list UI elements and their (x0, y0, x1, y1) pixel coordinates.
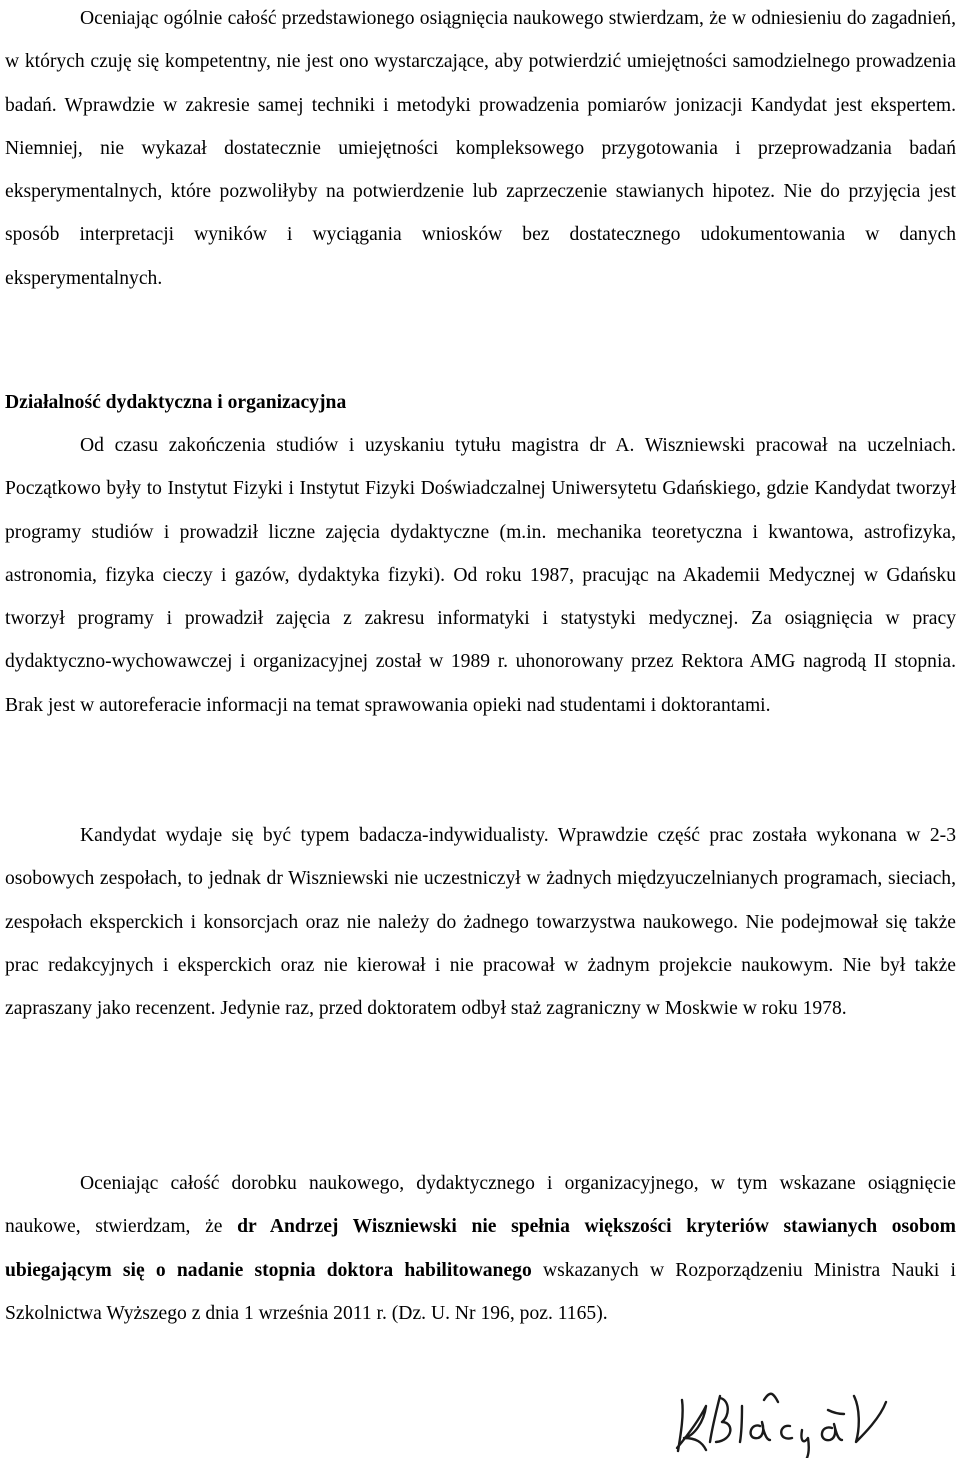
conclusion-text-start: Oceniając całość dorobku naukowego, dydaktycznego i organizacyjnego, w tym wskazane osiągnięcie naukowe, stwierdzam, że (5, 1173, 956, 1238)
paragraph-final-conclusion (5, 1162, 956, 1335)
conclusion-verdict: dr Andrzej Wiszniewski nie spełnia większości kryteriów stawianych osobom ubiegającym się o nadanie stopnia doktora habilitowanego (5, 1216, 956, 1281)
paragraph-teaching-activity: Od czasu zakończenia studiów i uzyskaniu tytułu magistra dr A. Wiszniewski pracował na uczelniach. Początkowo były to Instytut Fizyki i Instytut Fizyki Doświadczalnej Uniwersytetu Gdańskiego, gdzie Kandydat tworzył programy studiów i prowadził liczne zajęcia dydaktyczne (m.in. mechanika teoretyczna i kwantowa, astrofizyka, astronomia, fizyka cieczy i gazów, dydaktyka fizyki). Od roku 1987, pracując na Akademii Medycznej w Gdańsku tworzył programy i prowadził zajęcia z zakresu informatyki i statystyki medycznej. Za osiągnięcia w pracy dydaktyczno-wychowawczej i organizacyjnej został w 1989 r. uhonorowany przez Rektora AMG nagrodą II stopnia. Brak jest w autoreferacie informacji na temat sprawowania opieki nad studentami i doktorantami. (5, 435, 956, 716)
handwritten-signature-icon (668, 1378, 898, 1458)
paragraph-researcher-profile: Kandydat wydaje się być typem badacza-indywidualisty. Wprawdzie część prac została wykonana w 2-3 osobowych zespołach, to jednak dr Wiszniewski nie uczestniczył w żadnych międzyuczelnianych programach, sieciach, zespołach eksperckich i konsorcjach oraz nie należy do żadnego towarzystwa naukowego. Nie podejmował się także prac redakcyjnych i eksperckich oraz nie kierował i nie pracował w żadnym projekcie naukowym. Nie był także zapraszany jako recenzent. Jedynie raz, przed doktoratem odbył staż zagraniczny w Moskwie w roku 1978. (5, 825, 956, 1020)
conclusion-text-end: wskazanych w Rozporządzeniu Ministra Nauki i Szkolnictwa Wyższego z dnia 1 września 2011 r. (Dz. U. Nr 196, poz. 1165). (5, 1259, 956, 1324)
paragraph-assessment-achievement: Oceniając ogólnie całość przedstawionego osiągnięcia naukowego stwierdzam, że w odniesieniu do zagadnień, w których czuję się kompetentny, nie jest ono wystarczające, aby potwierdzić umiejętności samodzielnego prowadzenia badań. Wprawdzie w zakresie samej techniki i metodyki prowadzenia pomiarów jonizacji Kandydat jest ekspertem. Niemniej, nie wykazał dostatecznie umiejętności kompleksowego przygotowania i przeprowadzania badań eksperymentalnych, które pozwoliłyby na potwierdzenie lub zaprzeczenie stawianych hipotez. Nie do przyjęcia jest sposób interpretacji wyników i wyciągania wniosków bez dostatecznego udokumentowania w danych eksperymentalnych. (5, 8, 956, 289)
section-heading-teaching: Działalność dydaktyczna i organizacyjna (5, 392, 347, 413)
